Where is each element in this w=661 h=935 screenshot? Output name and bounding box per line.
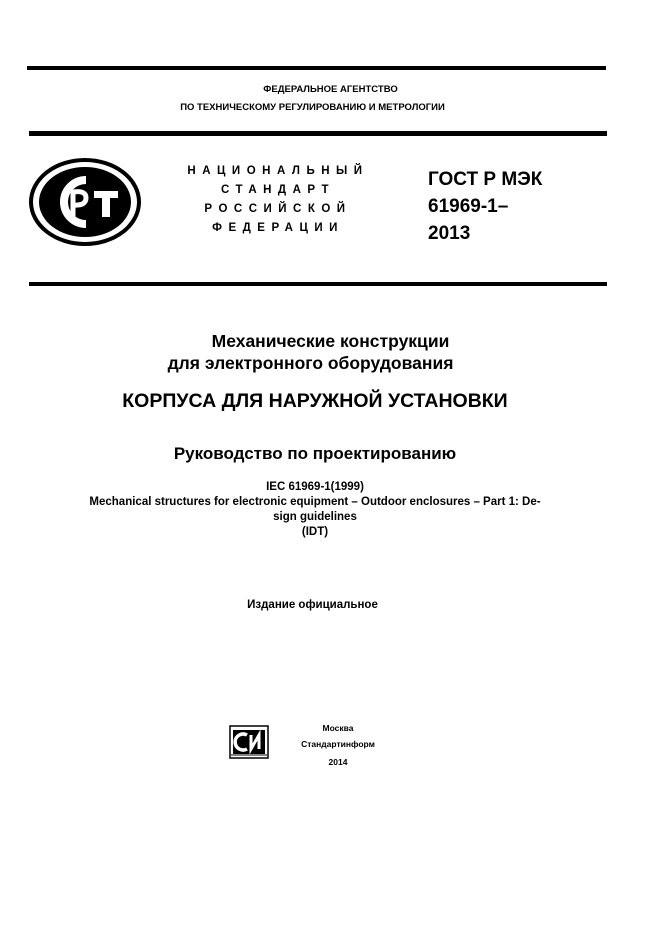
publisher-block: [290, 720, 386, 770]
standard-type-line: СТАНДАРТ: [221, 184, 335, 196]
standard-code-line: 2013: [428, 223, 471, 244]
main-title: КОРПУСА ДЛЯ НАРУЖНОЙ УСТАНОВКИ: [122, 390, 508, 412]
standard-type: [168, 162, 388, 238]
title-line-1: Механические конструкции: [211, 331, 450, 351]
iec-ref: IEC 61969-1(1999): [266, 481, 364, 493]
standard-code-line: ГОСТ Р МЭК: [428, 169, 543, 190]
agency-line-2: ПО ТЕХНИЧЕСКОМУ РЕГУЛИРОВАНИЮ И МЕТРОЛОГИИ: [180, 102, 445, 113]
title-line-2: для электронного оборудования: [167, 353, 454, 373]
publisher-name: Стандартинформ: [301, 739, 375, 749]
agency-line-1: ФЕДЕРАЛЬНОЕ АГЕНТСТВО: [263, 84, 398, 95]
section-rule: [29, 282, 607, 286]
standard-type-line: ФЕДЕРАЦИИ: [212, 222, 344, 234]
standard-type-line: НАЦИОНАЛЬНЫЙ: [187, 165, 369, 177]
publisher-logo-icon: [229, 725, 269, 759]
subtitle: Руководство по проектированию: [173, 444, 457, 463]
iec-english-title-line-1: Mechanical structures for electronic equipment – Outdoor enclosures – Part 1: De-: [89, 496, 541, 508]
standard-code-line: 61969-1–: [428, 196, 509, 217]
publisher-city: Москва: [322, 723, 354, 733]
standard-type-line: РОССИЙСКОЙ: [204, 203, 352, 215]
document-title: [0, 330, 661, 374]
header-rule: [29, 131, 607, 136]
rst-logo-icon: [28, 157, 142, 247]
iec-idt: (IDT): [301, 526, 329, 538]
iec-reference: [40, 480, 590, 540]
standard-code: [428, 166, 542, 247]
iec-english-title-line-2: sign guidelines: [273, 511, 357, 523]
top-rule: [27, 66, 606, 70]
edition-label: Издание официальное: [247, 599, 378, 611]
publisher-year: 2014: [328, 757, 348, 767]
